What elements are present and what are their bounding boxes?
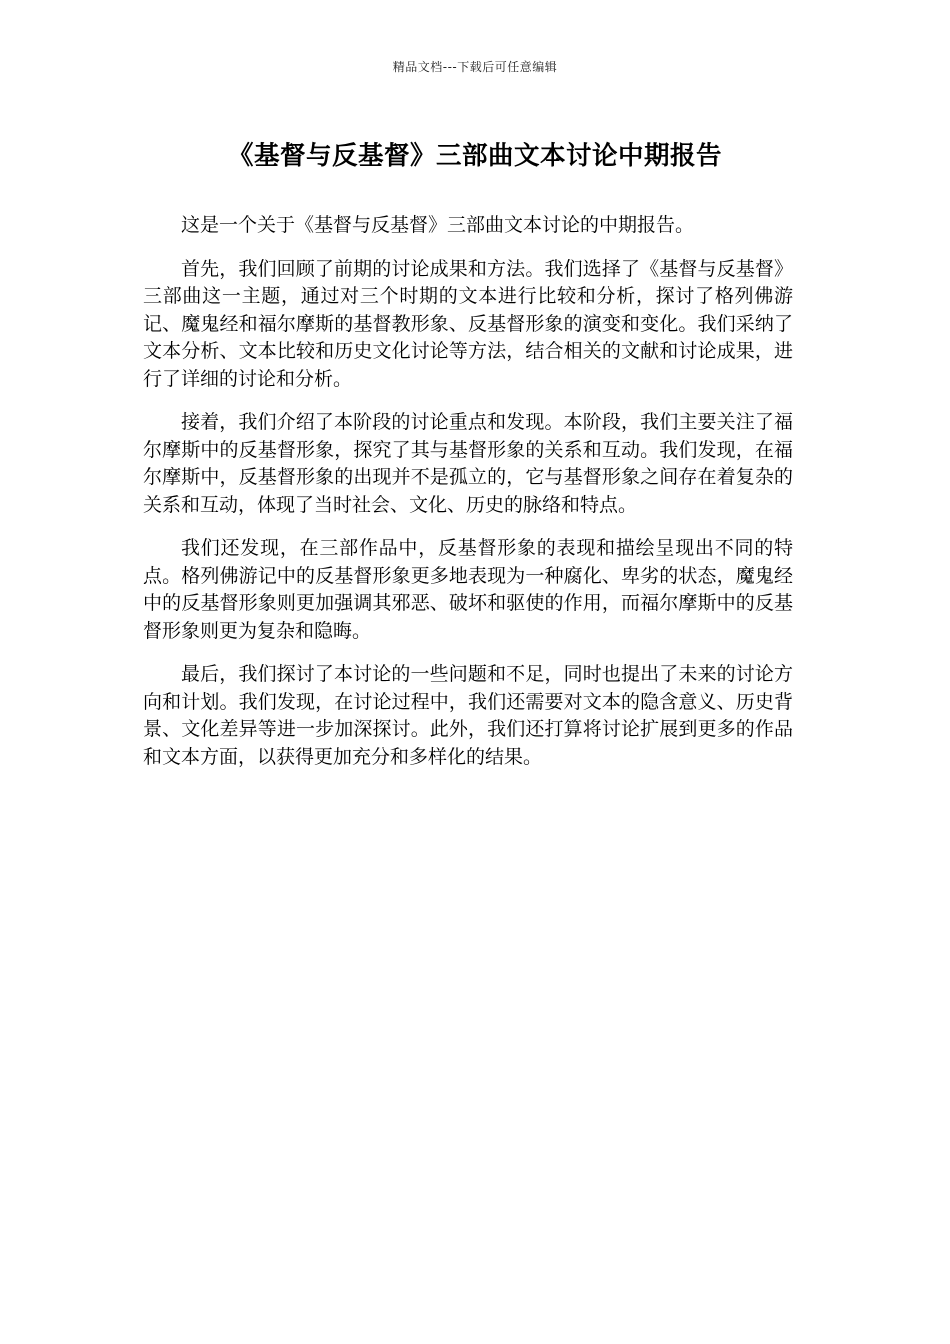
header-note: 精品文档---下载后可任意编辑 (392, 60, 558, 74)
paragraph-findings: 我们还发现，在三部作品中，反基督形象的表现和描绘呈现出不同的特点。格列佛游记中的反基督形象更多地表现为一种腐化、卑劣的状态，魔鬼经中的反基督形象则更加强调其邪恶、破坏和驱使的作用，而福尔摩斯中的反基督形象则更为复杂和隐晦。 (143, 537, 793, 642)
document-title: 《基督与反基督》三部曲文本讨论中期报告 (227, 141, 722, 171)
paragraph-intro: 这是一个关于《基督与反基督》三部曲文本讨论的中期报告。 (181, 214, 695, 236)
paragraph-current-focus: 接着，我们介绍了本阶段的讨论重点和发现。本阶段，我们主要关注了福尔摩斯中的反基督形象，探究了其与基督形象的关系和互动。我们发现，在福尔摩斯中，反基督形象的出现并不是孤立的，它与基督形象之间存在着复杂的关系和互动，体现了当时社会、文化、历史的脉络和特点。 (143, 411, 793, 516)
paragraph-conclusion: 最后，我们探讨了本讨论的一些问题和不足，同时也提出了未来的讨论方向和计划。我们发现，在讨论过程中，我们还需要对文本的隐含意义、历史背景、文化差异等进一步加深探讨。此外，我们还打算将讨论扩展到更多的作品和文本方面，以获得更加充分和多样化的结果。 (143, 663, 793, 768)
paragraph-review: 首先，我们回顾了前期的讨论成果和方法。我们选择了《基督与反基督》三部曲这一主题，通过对三个时期的文本进行比较和分析，探讨了格列佛游记、魔鬼经和福尔摩斯的基督教形象、反基督形象的演变和变化。我们采纳了文本分析、文本比较和历史文化讨论等方法，结合相关的文献和讨论成果，进行了详细的讨论和分析。 (143, 257, 793, 390)
document-body (143, 212, 793, 787)
